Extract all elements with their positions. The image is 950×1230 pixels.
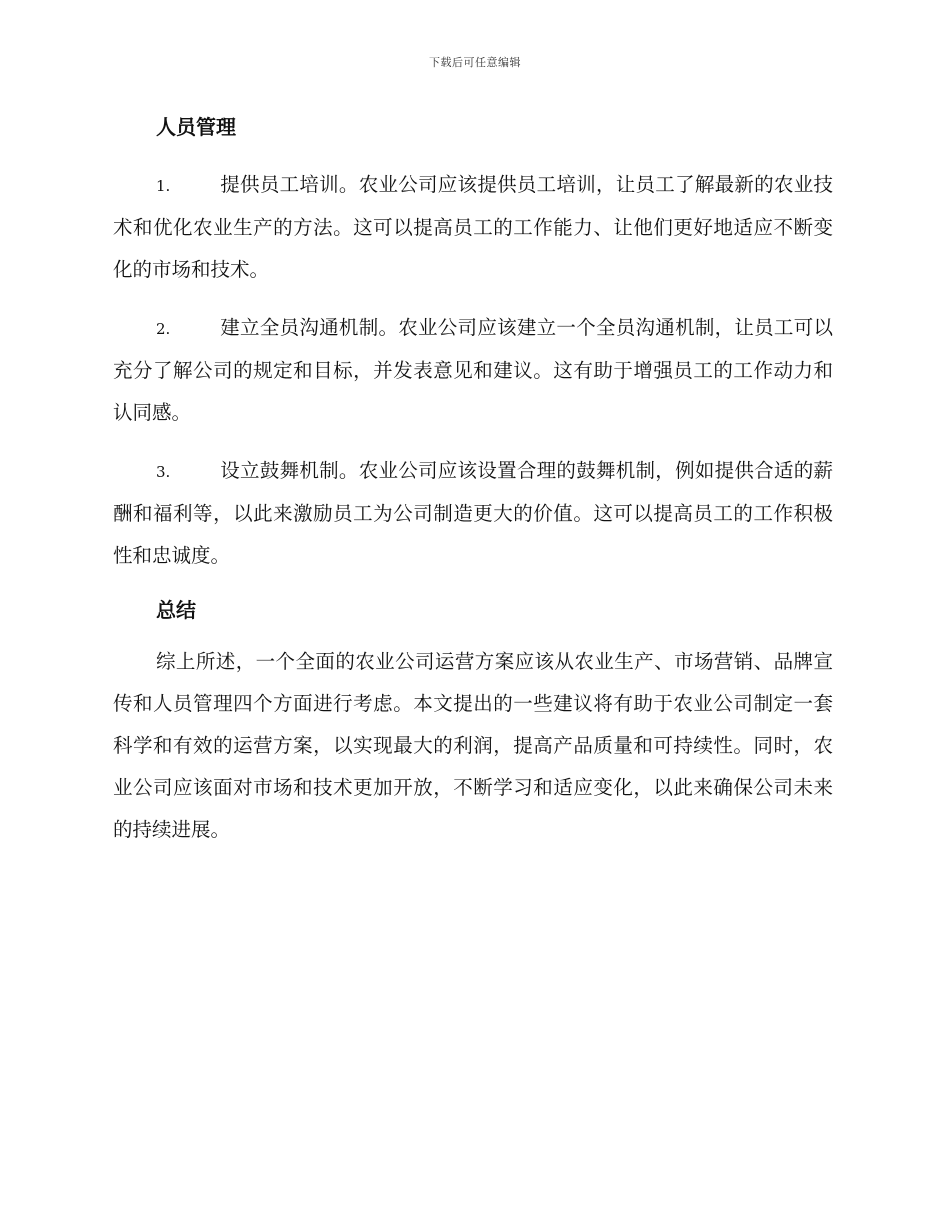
list-item <box>113 450 833 577</box>
list-item-text: 提供员工培训。农业公司应该提供员工培训，让员工了解最新的农业技术和优化农业生产的方法。这可以提高员工的工作能力、让他们更好地适应不断变化的市场和技术。 <box>113 173 833 281</box>
list-item-number: 2. <box>156 320 171 338</box>
list-item <box>113 164 833 291</box>
list-item-number: 3. <box>156 463 171 481</box>
list-item <box>113 307 833 434</box>
list-item-number: 1. <box>156 177 171 195</box>
list-item-text: 设立鼓舞机制。农业公司应该设置合理的鼓舞机制，例如提供合适的薪酬和福利等，以此来激励员工为公司制造更大的价值。这可以提高员工的工作积极性和忠诚度。 <box>113 459 833 567</box>
section-title-summary: 总结 <box>156 598 196 622</box>
document-body <box>113 110 833 867</box>
page-header-note: 下载后可任意编辑 <box>429 56 521 69</box>
section-title-personnel: 人员管理 <box>156 115 236 139</box>
list-item-text: 建立全员沟通机制。农业公司应该建立一个全员沟通机制，让员工可以充分了解公司的规定和目标，并发表意见和建议。这有助于增强员工的工作动力和认同感。 <box>113 316 833 424</box>
summary-paragraph: 综上所述，一个全面的农业公司运营方案应该从农业生产、市场营销、品牌宣传和人员管理四个方面进行考虑。本文提出的一些建议将有助于农业公司制定一套科学和有效的运营方案，以实现最大的利润，提高产品质量和可持续性。同时，农业公司应该面对市场和技术更加开放，不断学习和适应变化，以此来确保公司未来的持续进展。 <box>113 650 833 841</box>
